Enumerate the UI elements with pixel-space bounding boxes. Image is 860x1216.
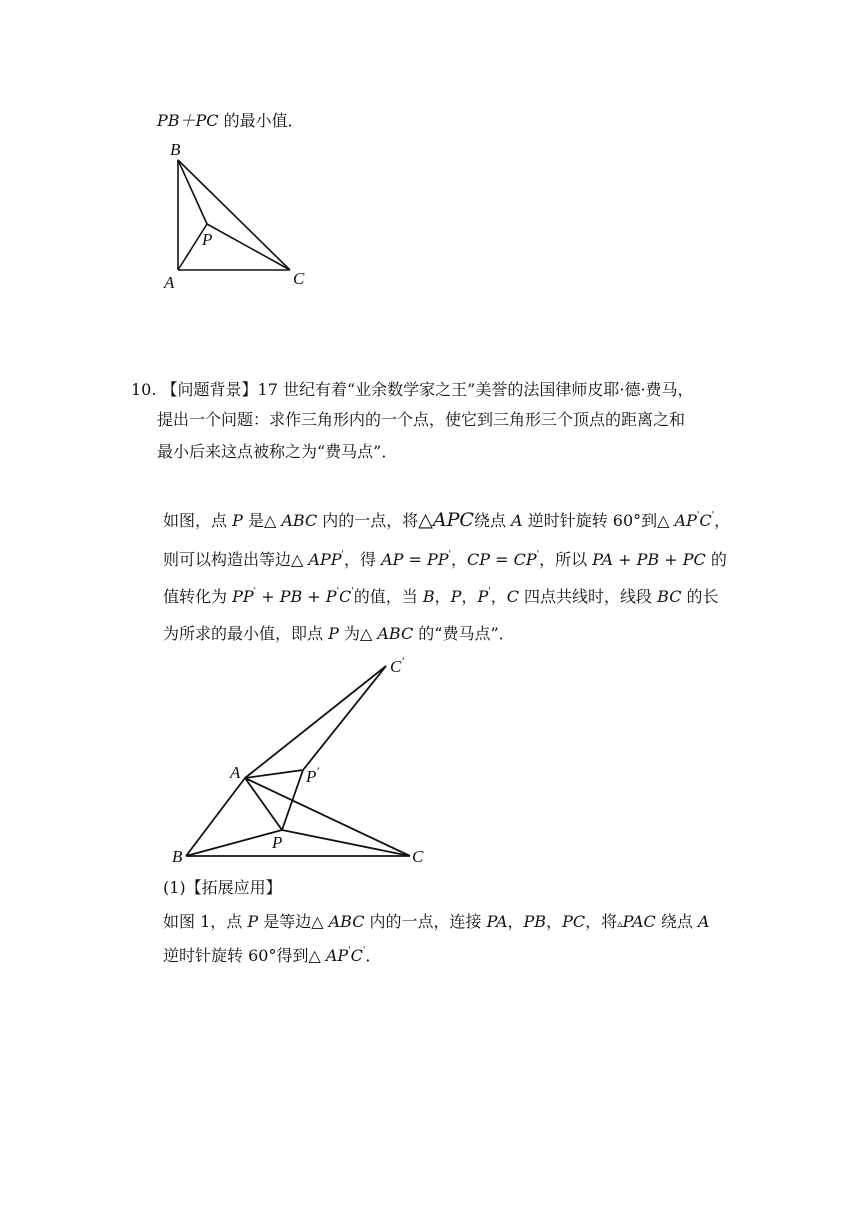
math-ABC: ABC [281,511,318,530]
prime: ' [696,511,700,521]
sub1-line-1 [163,912,709,934]
text: ， [434,587,451,606]
label-P1: P [306,767,317,786]
math: P [450,587,462,606]
text: 内的一点，将 [317,511,419,530]
math: PB [523,912,547,931]
math: AP [325,946,349,965]
math: C [350,946,363,965]
math-sum: PA + PB + PC [592,550,706,569]
triangle-symbol: ▵ [617,917,623,930]
problem-number: 10. [131,380,157,399]
math-A: A [511,511,523,530]
problem-text-3: 最小后来这点被称之为“费马点”． [157,442,398,461]
math: PC [562,912,586,931]
para-line-2 [163,550,727,570]
math-eq1: AP = PP [381,550,449,569]
math: P [247,912,259,931]
math-eq2: CP = CP [467,550,537,569]
math: P [477,587,489,606]
problem-10-line-1 [131,380,694,400]
prime: ' [351,587,354,597]
text: 是等边△ [258,912,329,931]
text: ，所以 [539,550,593,569]
label-P: P [202,230,213,249]
text: 是△ [242,511,282,530]
text: 的值，当 [353,587,423,606]
prime: ' [711,511,715,521]
math: B [422,587,435,606]
fragment-suffix: 的最小值． [218,111,304,130]
text: ， [507,912,524,931]
problem-text-2: 提出一个问题：求作三角形内的一个点，使它到三角形三个顶点的距离之和 [157,410,686,429]
text: ， [546,912,563,931]
text: ， [490,587,507,606]
text: 为△ [338,624,378,643]
label-P: P [272,833,283,852]
text: 为所求的最小值，即点 [163,624,329,643]
fragment-line [157,111,304,131]
text: 逆时针旋转 60°得到△ [163,946,326,965]
label-B: B [172,847,183,866]
figure-triangle-1 [150,138,320,298]
para-line-1 [163,510,730,531]
prime: ' [488,587,491,597]
math: C [506,587,519,606]
prime: ' [536,550,540,560]
math: PA [486,912,508,931]
label-A: A [164,273,175,292]
text: 如图，点 [163,511,233,530]
math-P: P [232,511,243,530]
math: C [339,587,352,606]
expr-pb-pc: PB＋PC [157,111,219,130]
math-APP: APP [308,550,342,569]
text: ， [451,550,468,569]
prime: ' [336,587,340,597]
text: 逆时针旋转 60°到△ [522,511,675,530]
label-C-prime [390,654,404,676]
sub1-line-2 [163,946,381,966]
para-line-4 [163,624,515,644]
text: 的“费马点”． [413,624,515,643]
text: ，将 [585,912,618,931]
math: + PB + P [256,587,337,606]
figure-fermat-rotation [160,650,440,870]
math: P [328,624,339,643]
math-C: C [699,511,712,530]
prime: ' [348,946,351,956]
label-P-prime [305,764,319,786]
math: ABC [328,912,365,931]
text: ． [365,946,382,965]
sub1-title-text: (1)【拓展应用】 [163,878,282,897]
text: 的长 [681,587,719,606]
math-APC: △APC [418,509,474,531]
prime: ′ [316,764,320,778]
prime: ′ [401,654,404,668]
prime: ' [448,550,451,560]
math: BC [657,587,682,606]
prime: ' [253,587,257,597]
text: 内的一点，连接 [364,912,487,931]
label-C: C [412,847,424,866]
text: ， [461,587,478,606]
text: ， [714,511,731,530]
text: 绕点 [655,912,698,931]
math: PAC [622,912,656,931]
label-C1: C [390,657,402,676]
text: 的 [705,550,727,569]
math: A [697,912,710,931]
math: PP [232,587,254,606]
math: ABC [377,624,414,643]
label-A: A [230,763,241,782]
problem-10-line-2 [157,410,685,430]
prime: ' [341,550,344,560]
math-AP: AP [674,511,697,530]
label-B: B [170,140,181,159]
problem-text-1: 【问题背景】17 世纪有着“业余数学家之王”美誉的法国律师皮耶·德·费马， [161,380,694,399]
prime: ' [362,946,366,956]
text: 则可以构造出等边△ [163,550,309,569]
problem-10-line-3 [157,442,397,462]
label-C: C [293,269,305,288]
text: ，得 [343,550,382,569]
sub1-title [163,878,282,898]
text: 绕点 [473,511,512,530]
text: 四点共线时，线段 [518,587,658,606]
text: 如图 1，点 [163,912,248,931]
text: 值转化为 [163,587,233,606]
para-line-3 [163,587,719,607]
